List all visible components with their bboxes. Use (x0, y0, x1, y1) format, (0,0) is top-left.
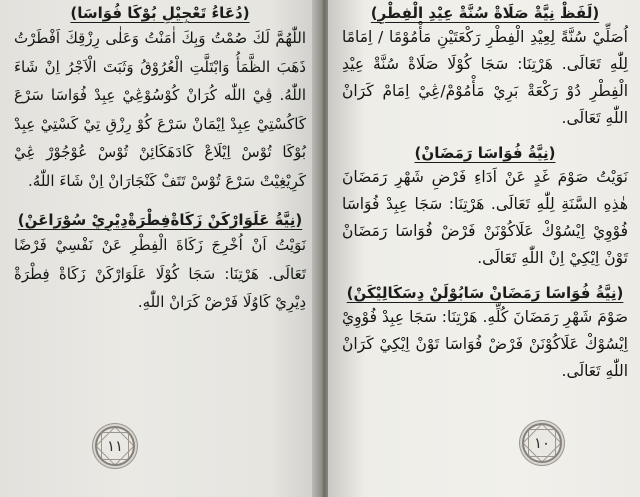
right-page-number-badge (522, 423, 562, 463)
left-section-2-heading: (نِيَّةُ عَلَوَارْكَنْ زَكَاةْفِطْرَةْدِيْرِيْ سُوْرَاعَنْ) (17, 211, 303, 229)
left-page-number: ١١ (106, 437, 124, 455)
right-section-1-text: اُصَلِّيْ سُنَّةً لِعِيْدِ الْفِطْرِ رَكْعَتَيْنِ مَأْمُوْمًا / اِمَامًا لِلّٰهِ تَعَالَى. هَرْتِنَا: سَجَا كُوْلَا صَلَاةْ سُنَّةْ عِيْدِ الْفِطْرِ دُوْ رَكْعَةْ بَرِيْ مَأْمُوْمْ/ڠِيْ اِمَامْ كَرَانْ اللّٰهِ تَعَالَى. (342, 28, 628, 127)
left-page (0, 0, 318, 497)
right-section-2-text: نَوَيْتُ صَوْمَ غَدٍ عَنْ اَدَاءِ فَرْضِ شَهْرِ رَمَضَانَ هٰذِهِ السَّنَةِ لِلّٰهِ تَعَالَى. هَرْتِنَا: سَجَا عِبِدْ فُوَاسَا فُوْوِيْ اِيْسُوْكْ عَلَاكُوْنَنْ فَرْضْ فُوَاسَا رَمَضَانْ تَوْنْ اِيْكِيْ اِنْ اللّٰهِ تَعَالَى. (342, 168, 628, 267)
right-section-3-heading: (نِيَّةُ فُوَاسَا رَمَضَانْ سَابُوْلَنْ دِسَكَالِيْكَنْ) (346, 284, 624, 302)
left-section-1-heading: (دُعَاءُ تَعْجِيْلِ بُوْكَا فُوَاسَا) (70, 4, 250, 22)
left-page-number-badge (95, 426, 135, 466)
right-section-2-heading: (نِيَّةُ فُوَاسَا رَمَضَانْ) (414, 144, 556, 162)
left-section-2-text: نَوَيْتُ اَنْ اُخْرِجَ زَكَاةَ الْفِطْرِ عَنْ نَفْسِيْ فَرْضًا تَعَالَى. هَرْتِنَا: سَجَا كُوْلَا عَلَوَارْكَنْ زَكَاةْ فِطْرَةْ دِيْرِيْ كَاوُلَا فَرْضْ كَرَانْ اللّٰهِ. (14, 236, 306, 311)
right-page-content (342, 2, 628, 385)
right-page-number: ١٠ (533, 434, 551, 452)
right-section-3-text: صَوْمَ شَهْرِ رَمَضَانَ كُلِّهِ. هَرْتِنَا: سَجَا عِبِدْ فُوْوِيْ اِيْسُوْكْ عَلَاكُوْنَنْ فَرْضْ فُوَاسَا تَوْنْ اِيْكِيْ كَرَانْ اللّٰهِ تَعَالَى. (342, 308, 628, 380)
left-page-content (14, 2, 306, 317)
left-section-1-text: اللّٰهُمَّ لَكَ صُمْتُ وَبِكَ اٰمَنْتُ وَعَلٰى رِزْقِكَ اَفْطَرْتُ ذَهَبَ الظَّمَأُ وَابْتَلَّتِ الْعُرُوْقُ وَثَبَتَ الْاَجْرُ اِنْ شَاءَ اللّٰهُ. ڤِيْ اللّٰه كُرَانْ كُوْسُوْڠِيْ عِبِدْ فُوَاسَا سَرْعَ كَاكُسْتِيْ عِبِدْ اِيْمَانْ سَرْعَ كُوْ رِزْقِ تِيْ كَسْتِيْ عِبِدْ بُوْكَا تُوْسْ اِيْلَاعْ كَادَهَكَائِنْ تُوْسْ عُوْجُوْرْ ڠِيْ كَرِيْغِيْتْ سَرْعَ تُوْسْ تَتَفْ كَنْجَارَانْ اِنْ شَاءَ اللّٰهُ. (14, 29, 306, 190)
right-page (328, 0, 640, 497)
right-section-1-heading: (لَفَظْ نِيَّةْ صَلَاةْ سُنَّةْ عِيْدِ الْفِطْرِ) (370, 4, 600, 22)
